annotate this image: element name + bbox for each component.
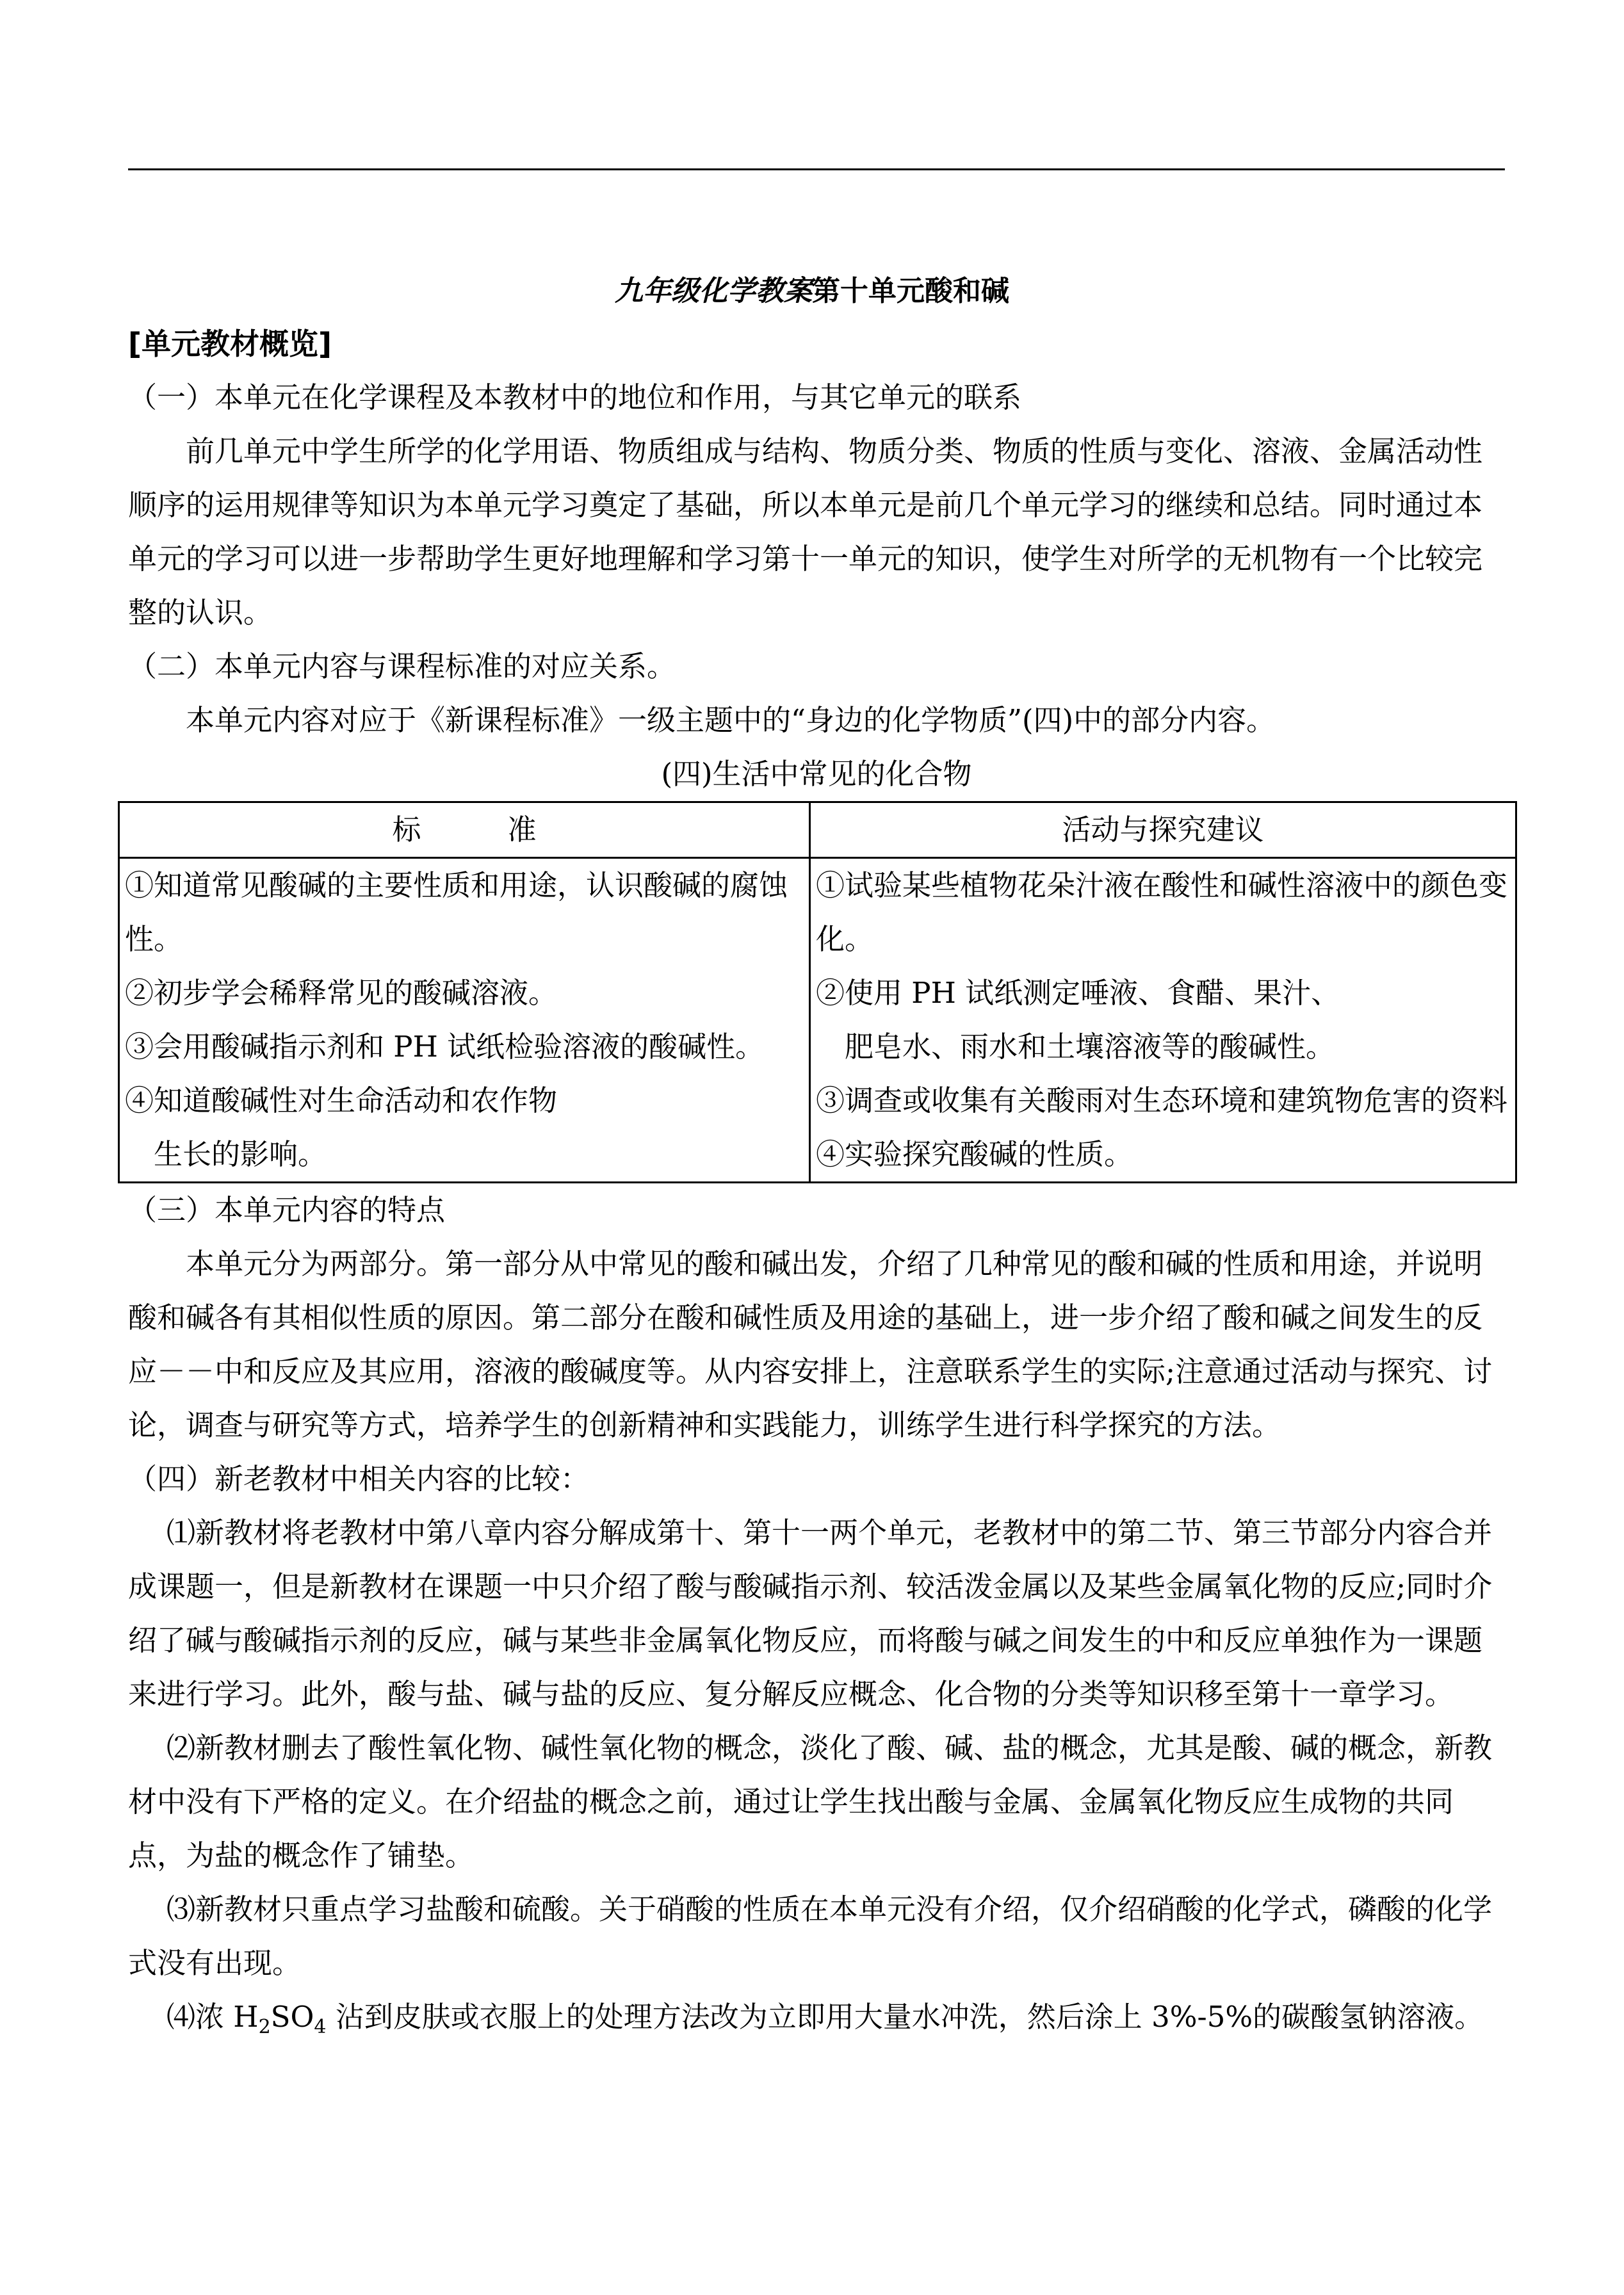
document-body bbox=[125, 317, 1508, 2044]
s4-para-4 bbox=[128, 1990, 1505, 2044]
list-item: ②使用 PH 试纸测定唾液、食醋、果汁、 bbox=[816, 976, 1340, 1010]
section-heading: [单元教材概览] bbox=[128, 327, 332, 361]
s4-para-1: ⑴新教材将老教材中第八章内容分解成第十、第十一两个单元，老教材中的第二节、第三节部分内容合并成课题一，但是新教材在课题一中只介绍了酸与酸碱指示剂、较活泼金属以及某些金属氧化物的反应;同时介绍了碱与酸碱指示剂的反应，碱与某些非金属氧化物反应，而将酸与碱之间发生的中和反应单独作为一课题来进行学习。此外，酸与盐、碱与盐的反应、复分解反应概念、化合物的分类等知识移至第十一章学习。 bbox=[128, 1516, 1493, 1711]
table-caption: (四)生活中常见的化合物 bbox=[661, 757, 972, 791]
title-rest: 第十单元酸和碱 bbox=[812, 275, 1009, 307]
s3-body: 本单元分为两部分。第一部分从中常见的酸和碱出发，介绍了几种常见的酸和碱的性质和用途，并说明酸和碱各有其相似性质的原因。第二部分在酸和碱性质及用途的基础上，进一步介绍了酸和碱之间发生的反应－－中和反应及其应用，溶液的酸碱度等。从内容安排上，注意联系学生的实际;注意通过活动与探究、讨论，调查与研究等方式，培养学生的创新精神和实践能力，训练学生进行科学探究的方法。 bbox=[128, 1247, 1493, 1442]
page-title bbox=[0, 272, 1624, 311]
s4-para-2: ⑵新教材删去了酸性氧化物、碱性氧化物的概念，淡化了酸、碱、盐的概念，尤其是酸、碱的概念，新教材中没有下严格的定义。在介绍盐的概念之前，通过让学生找出酸与金属、金属氧化物反应生成物的共同点，为盐的概念作了铺垫。 bbox=[128, 1731, 1493, 1872]
list-item: ②初步学会稀释常见的酸碱溶液。 bbox=[125, 976, 558, 1010]
subscript: 4 bbox=[314, 2016, 327, 2038]
list-item: ①试验某些植物花朵汁液在酸性和碱性溶液中的颜色变化。 bbox=[816, 868, 1508, 956]
top-rule bbox=[128, 168, 1505, 170]
list-item: ③会用酸碱指示剂和 PH 试纸检验溶液的酸碱性。 bbox=[125, 1030, 765, 1064]
standards-table bbox=[118, 801, 1517, 1183]
list-item: ④实验探究酸碱的性质。 bbox=[816, 1137, 1133, 1171]
list-item: 生长的影响。 bbox=[125, 1137, 327, 1171]
s4-title: （四）新老教材中相关内容的比较： bbox=[128, 1462, 590, 1496]
p4-text-a: ⑷浓 H bbox=[166, 2000, 259, 2034]
list-item: ③调查或收集有关酸雨对生态环境和建筑物危害的资料 bbox=[816, 1083, 1508, 1117]
p4-text-b: SO bbox=[270, 2000, 314, 2034]
activity-cell bbox=[810, 858, 1516, 1183]
table-header-row bbox=[119, 802, 1516, 858]
s1-title: （一）本单元在化学课程及本教材中的地位和作用，与其它单元的联系 bbox=[128, 380, 1022, 414]
header-standard: 标 准 bbox=[119, 802, 810, 858]
list-item: 肥皂水、雨水和土壤溶液等的酸碱性。 bbox=[816, 1030, 1335, 1064]
list-item: ④知道酸碱性对生命活动和农作物 bbox=[125, 1083, 558, 1117]
s1-body: 前几单元中学生所学的化学用语、物质组成与结构、物质分类、物质的性质与变化、溶液、金属活动性顺序的运用规律等知识为本单元学习奠定了基础，所以本单元是前几个单元学习的继续和总结。同时通过本单元的学习可以进一步帮助学生更好地理解和学习第十一单元的知识，使学生对所学的无机物有一个比较完整的认识。 bbox=[128, 434, 1483, 629]
s2-title: （二）本单元内容与课程标准的对应关系。 bbox=[128, 649, 676, 683]
header-activity: 活动与探究建议 bbox=[810, 802, 1516, 858]
subscript: 2 bbox=[258, 2016, 271, 2038]
title-lead: 九年级化学教案 bbox=[615, 275, 812, 307]
s4-para-3: ⑶新教材只重点学习盐酸和硫酸。关于硝酸的性质在本单元没有介绍，仅介绍硝酸的化学式，磷酸的化学式没有出现。 bbox=[128, 1892, 1493, 1980]
s3-title: （三）本单元内容的特点 bbox=[128, 1193, 446, 1227]
list-item: ①知道常见酸碱的主要性质和用途，认识酸碱的腐蚀性。 bbox=[125, 868, 788, 956]
p4-text-c: 沾到皮肤或衣服上的处理方法改为立即用大量水冲洗，然后涂上 3%-5%的碳酸氢钠溶液。 bbox=[326, 2000, 1484, 2034]
table-row bbox=[119, 858, 1516, 1183]
standard-cell bbox=[119, 858, 810, 1183]
s2-body: 本单元内容对应于《新课程标准》一级主题中的“身边的化学物质”(四)中的部分内容。 bbox=[186, 703, 1276, 737]
